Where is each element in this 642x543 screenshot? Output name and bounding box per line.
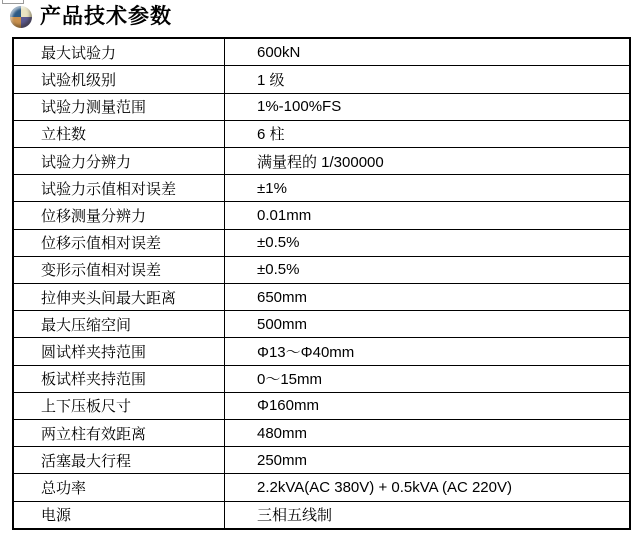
param-label-cell: 两立柱有效距离	[13, 419, 225, 446]
param-value-cell: 1 级	[225, 66, 631, 93]
param-label-cell: 圆试样夹持范围	[13, 338, 225, 365]
param-value-cell: ±0.5%	[225, 229, 631, 256]
param-value-cell: 0～15mm	[225, 365, 631, 392]
table-row	[13, 365, 630, 392]
table-row	[13, 338, 630, 365]
param-value-cell: 250mm	[225, 447, 631, 474]
param-value-cell: 480mm	[225, 419, 631, 446]
param-value-cell: Φ160mm	[225, 392, 631, 419]
param-value-cell: 1%-100%FS	[225, 93, 631, 120]
table-row	[13, 229, 630, 256]
table-row	[13, 419, 630, 446]
param-label-cell: 位移测量分辨力	[13, 202, 225, 229]
param-label-cell: 立柱数	[13, 120, 225, 147]
param-value-cell: 600kN	[225, 38, 631, 66]
page-title: 产品技术参数	[40, 5, 172, 28]
param-label-cell: 最大试验力	[13, 38, 225, 66]
param-value-cell: Φ13～Φ40mm	[225, 338, 631, 365]
param-label-cell: 拉伸夹头间最大距离	[13, 283, 225, 310]
param-label-cell: 变形示值相对误差	[13, 256, 225, 283]
table-row	[13, 93, 630, 120]
table-row	[13, 202, 630, 229]
table-row	[13, 256, 630, 283]
param-value-cell: 6 柱	[225, 120, 631, 147]
param-value-cell: 650mm	[225, 283, 631, 310]
param-label-cell: 电源	[13, 501, 225, 529]
table-row	[13, 474, 630, 501]
table-row	[13, 447, 630, 474]
param-value-cell: 500mm	[225, 311, 631, 338]
table-row	[13, 147, 630, 174]
table-row	[13, 311, 630, 338]
param-label-cell: 最大压缩空间	[13, 311, 225, 338]
param-value-cell: 三相五线制	[225, 501, 631, 529]
param-label-cell: 上下压板尺寸	[13, 392, 225, 419]
spec-table	[12, 37, 631, 530]
table-row	[13, 392, 630, 419]
quadrant-sphere-icon	[10, 6, 32, 28]
param-label-cell: 板试样夹持范围	[13, 365, 225, 392]
table-row	[13, 66, 630, 93]
param-label-cell: 总功率	[13, 474, 225, 501]
param-label-cell: 试验力测量范围	[13, 93, 225, 120]
table-row	[13, 38, 630, 66]
table-row	[13, 175, 630, 202]
param-label-cell: 试验力示值相对误差	[13, 175, 225, 202]
param-label-cell: 位移示值相对误差	[13, 229, 225, 256]
param-value-cell: 满量程的 1/300000	[225, 147, 631, 174]
param-value-cell: ±1%	[225, 175, 631, 202]
table-row	[13, 501, 630, 529]
spec-table-body	[13, 38, 630, 529]
param-label-cell: 试验力分辨力	[13, 147, 225, 174]
param-value-cell: ±0.5%	[225, 256, 631, 283]
param-label-cell: 活塞最大行程	[13, 447, 225, 474]
table-row	[13, 120, 630, 147]
page-header	[10, 4, 172, 30]
param-value-cell: 2.2kVA(AC 380V) + 0.5kVA (AC 220V)	[225, 474, 631, 501]
param-label-cell: 试验机级别	[13, 66, 225, 93]
table-row	[13, 283, 630, 310]
param-value-cell: 0.01mm	[225, 202, 631, 229]
